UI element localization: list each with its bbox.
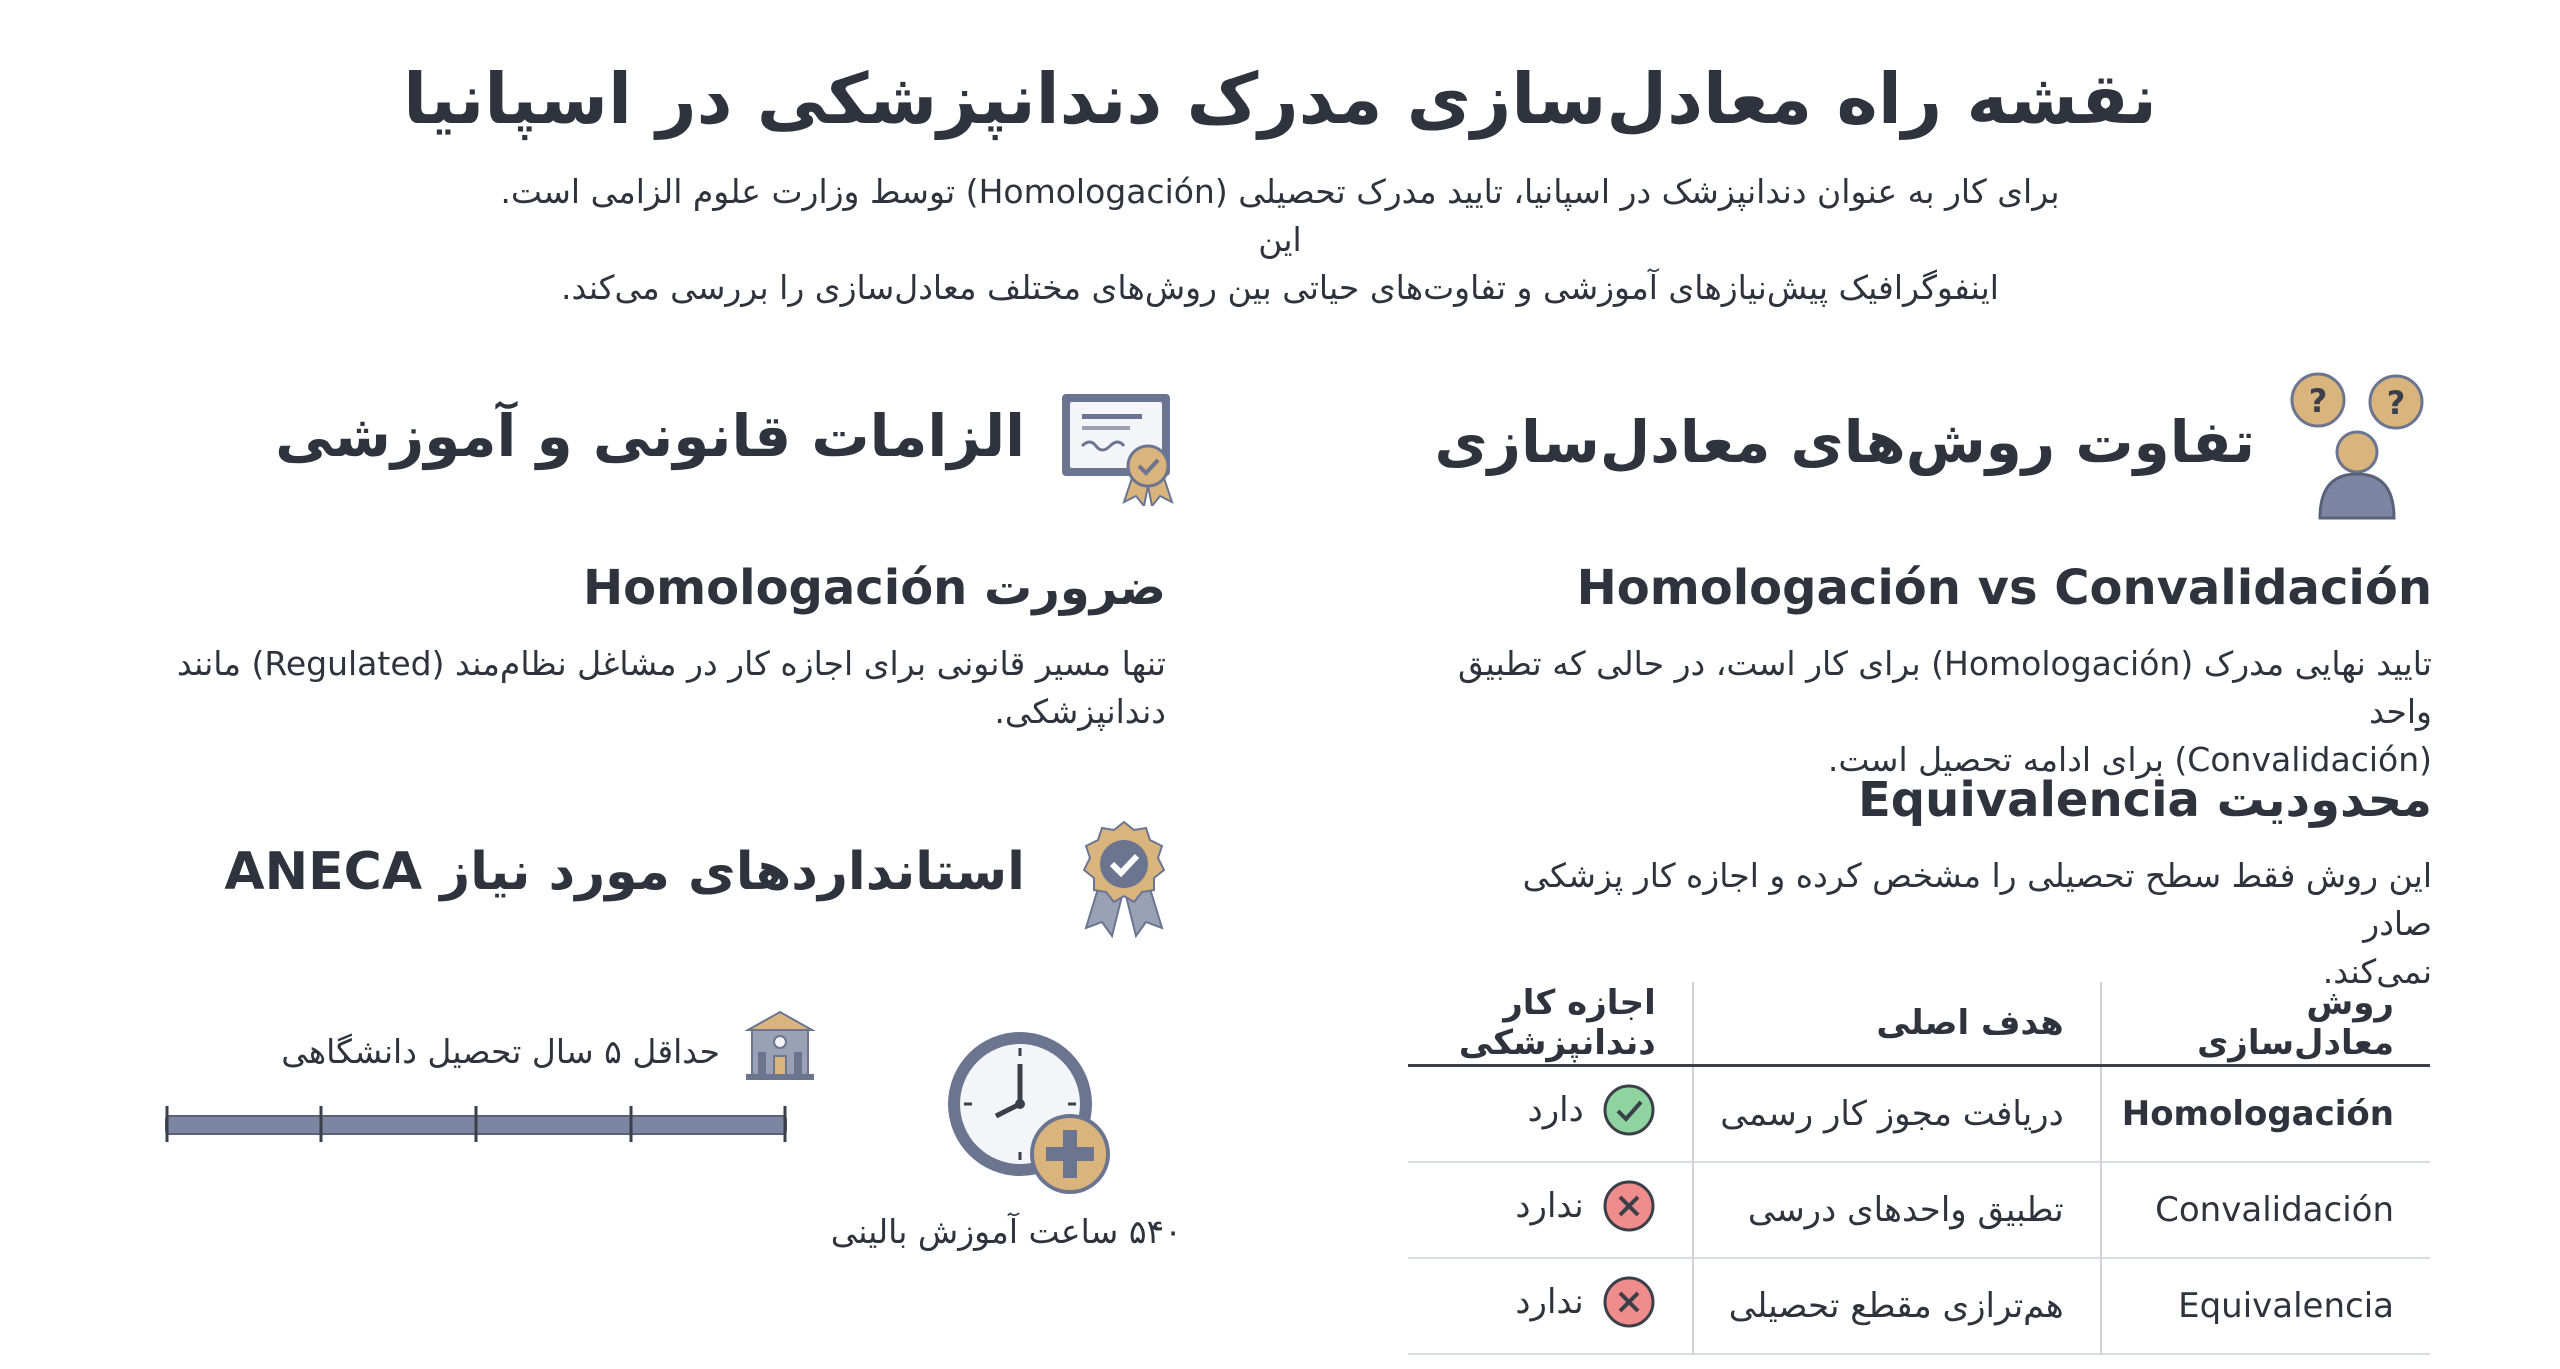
permit-value: ندارد [1515,1281,1584,1322]
check-circle-icon [1602,1083,1656,1137]
intro-line-1: برای کار به عنوان دندانپزشک در اسپانیا، تایید مدرک تحصیلی (Homologación) توسط وزارت علوم الزامی است. این [500,172,2060,259]
clinical-hours-label: ۵۴۰ ساعت آموزش بالینی [830,1212,1182,1251]
method-cell: Equivalencia [2178,1286,2394,1326]
limit-title: محدودیت Equivalencia [1858,772,2432,828]
header-method: روش معادل‌سازی [2197,983,2394,1063]
compare-text-line-1: تایید نهایی مدرک (Homologación) برای کار است، در حالی که تطبیق واحد [1458,644,2432,731]
certificate-icon [1058,388,1176,506]
intro-text [480,168,2080,312]
methods-difference-title: تفاوت روش‌های معادل‌سازی [1434,408,2255,476]
necessity-text [166,640,1166,736]
method-cell: Convalidación [2155,1190,2394,1230]
table-row [1408,1258,2430,1354]
legal-requirements-title: الزامات قانونی و آموزشی [275,402,1025,470]
svg-text:?: ? [2386,384,2406,422]
aneca-title: استانداردهای مورد نیاز ANECA [224,842,1025,902]
methods-table [1408,982,2430,1355]
limit-text-line-2: نمی‌کند. [2322,952,2432,991]
questioning-people-icon [2282,370,2432,520]
limit-text [1472,852,2432,996]
permit-cell [1408,1066,1693,1163]
intro-line-2: اینفوگرافیک پیش‌نیازهای آموزشی و تفاوت‌های حیاتی بین روش‌های مختلف معادل‌سازی را بررسی می‌کند. [561,268,1999,307]
compare-title: Homologación vs Convalidación [1576,560,2432,616]
permit-cell [1408,1258,1693,1354]
x-circle-icon [1602,1275,1656,1329]
goal-cell: تطبیق واحدهای درسی [1693,1162,2101,1258]
goal-cell: هم‌ترازی مقطع تحصیلی [1693,1258,2101,1354]
necessity-text-line-1: تنها مسیر قانونی برای اجازه کار در مشاغل نظام‌مند (Regulated) مانند [176,644,1166,683]
svg-text:?: ? [2308,382,2328,420]
compare-text-line-2: (Convalidación) برای ادامه تحصیل است. [1827,740,2432,779]
table-row [1408,1162,2430,1258]
goal-cell: دریافت مجوز کار رسمی [1693,1066,2101,1163]
permit-value: دارد [1527,1089,1584,1130]
page-title: نقشه راه معادل‌سازی مدرک دندانپزشکی در اسپانیا [403,58,2157,140]
permit-value: ندارد [1515,1185,1584,1226]
university-icon [742,1008,818,1084]
clock-plus-icon [946,1030,1116,1200]
necessity-text-line-2: دندانپزشکی. [994,692,1166,731]
study-years-label: حداقل ۵ سال تحصیل دانشگاهی [281,1032,720,1071]
x-circle-icon [1602,1179,1656,1233]
header-goal: هدف اصلی [1693,982,2101,1066]
compare-text [1412,640,2432,784]
permit-cell [1408,1162,1693,1258]
award-badge-icon [1074,820,1174,940]
limit-text-line-1: این روش فقط سطح تحصیلی را مشخص کرده و اجازه کار پزشکی صادر [1522,856,2432,943]
necessity-title: ضرورت Homologación [582,560,1166,616]
study-timeline-bar [164,1106,788,1142]
method-cell: Homologación [2121,1094,2394,1134]
header-permit: اجازه کار دندانپزشکی [1408,982,1693,1066]
table-row [1408,1066,2430,1163]
table-header-row [1408,982,2430,1066]
